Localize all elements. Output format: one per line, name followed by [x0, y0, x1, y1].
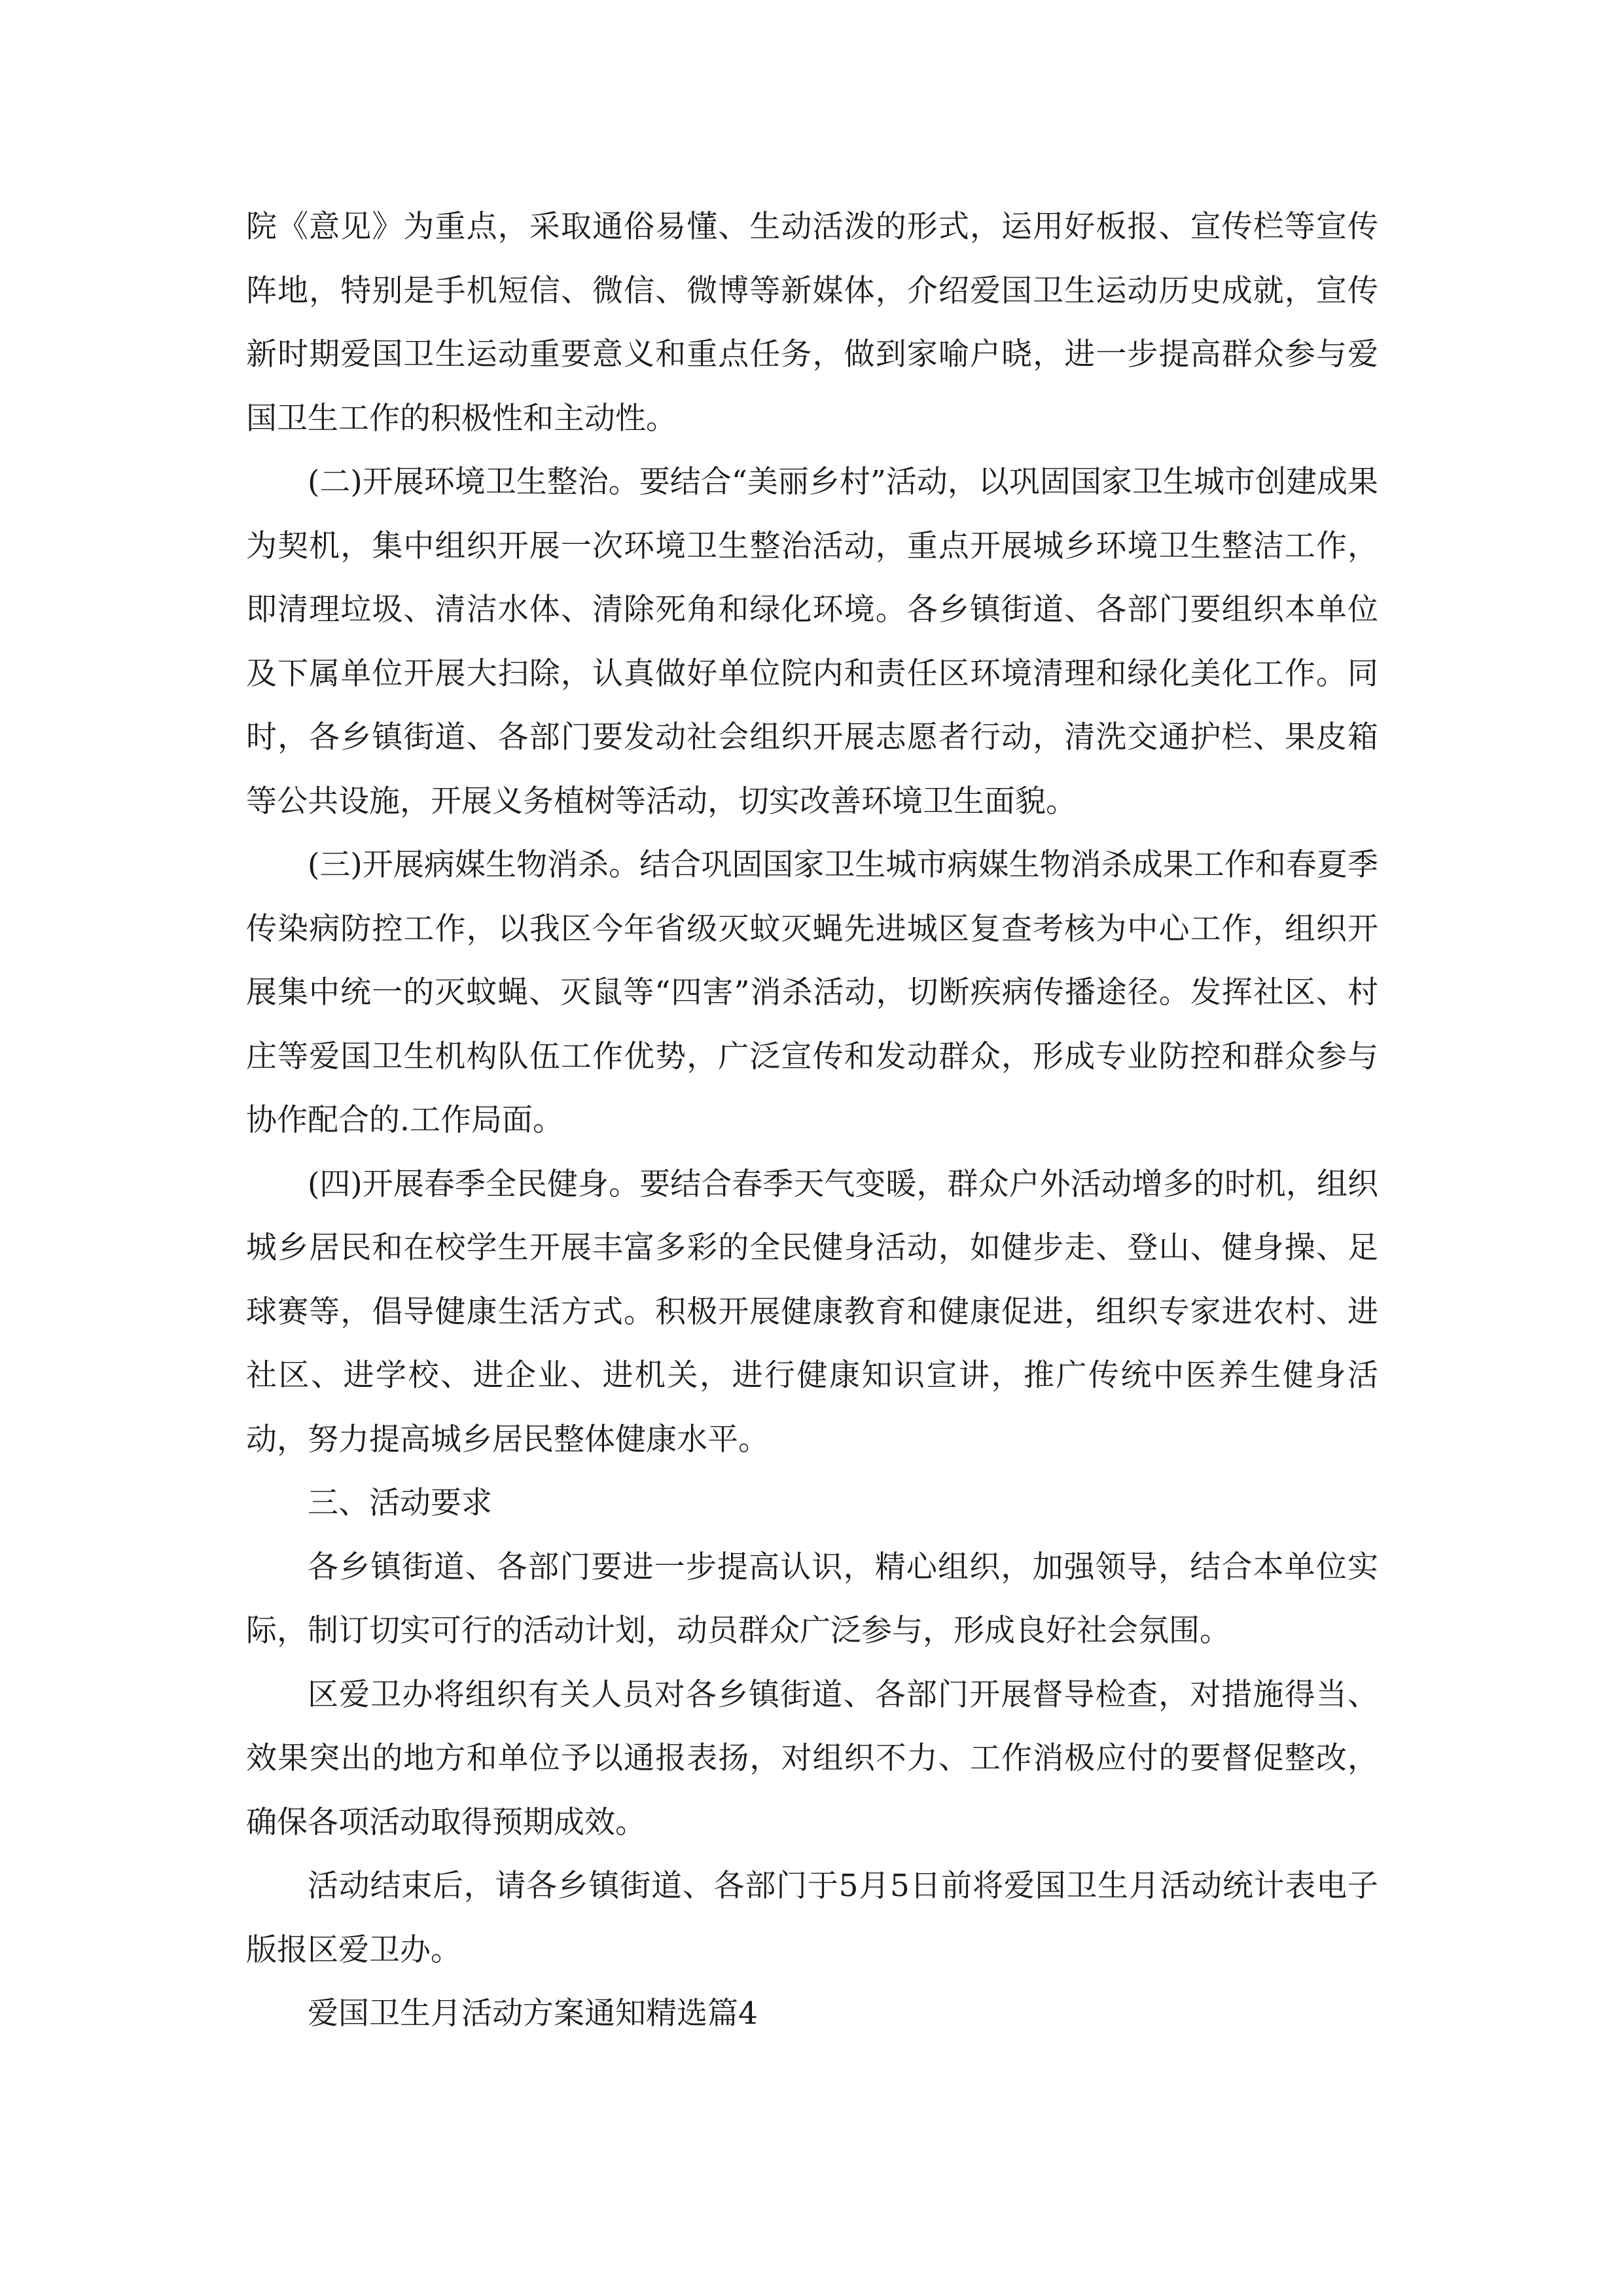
paragraph-requirements: 各乡镇街道、各部门要进一步提高认识，精心组织，加强领导，结合本单位实际，制订切实可行的活动计划，动员群众广泛参与，形成良好社会氛围。: [246, 1549, 1378, 1649]
paragraph-vector-control: (三)开展病媒生物消杀。结合巩固国家卫生城市病媒生物消杀成果工作和春夏季传染病防控工作，以我区今年省级灭蚊灭蝇先进城区复查考核为中心工作，组织开展集中统一的灭蚊蝇、灭鼠等“四害”消杀活动，切断疾病传播途径。发挥社区、村庄等爱国卫生机构队伍工作优势，广泛宣传和发动群众，形成专业防控和群众参与协作配合的.工作局面。: [246, 847, 1378, 1138]
paragraph-environment-cleanup: (二)开展环境卫生整治。要结合“美丽乡村”活动，以巩固国家卫生城市创建成果为契机，集中组织开展一次环境卫生整治活动，重点开展城乡环境卫生整洁工作，即清理垃圾、清洁水体、清除死角和绿化环境。各乡镇街道、各部门要组织本单位及下属单位开展大扫除，认真做好单位院内和责任区环境清理和绿化美化工作。同时，各乡镇街道、各部门要发动社会组织开展志愿者行动，清洗交通护栏、果皮箱等公共设施，开展义务植树等活动，切实改善环境卫生面貌。: [246, 464, 1378, 819]
next-article-title: 爱国卫生月活动方案通知精选篇4: [308, 1996, 758, 2032]
paragraph-submission: 活动结束后，请各乡镇街道、各部门于5月5日前将爱国卫生月活动统计表电子版报区爱卫办。: [246, 1868, 1378, 1968]
paragraph-inspection: 区爱卫办将组织有关人员对各乡镇街道、各部门开展督导检查，对措施得当、效果突出的地方和单位予以通报表扬，对组织不力、工作消极应付的要督促整改，确保各项活动取得预期成效。: [246, 1676, 1378, 1840]
document-body: [246, 195, 1378, 2046]
section-heading-requirements: 三、活动要求: [308, 1485, 492, 1521]
paragraph-fitness: (四)开展春季全民健身。要结合春季天气变暖，群众户外活动增多的时机，组织城乡居民和在校学生开展丰富多彩的全民健身活动，如健步走、登山、健身操、足球赛等，倡导健康生活方式。积极开展健康教育和健康促进，组织专家进农村、进社区、进学校、进企业、进机关，进行健康知识宣讲，推广传统中医养生健身活动，努力提高城乡居民整体健康水平。: [246, 1166, 1378, 1458]
paragraph-continuation: 院《意见》为重点，采取通俗易懂、生动活泼的形式，运用好板报、宣传栏等宣传阵地，特别是手机短信、微信、微博等新媒体，介绍爱国卫生运动历史成就，宣传新时期爱国卫生运动重要意义和重点任务，做到家喻户晓，进一步提高群众参与爱国卫生工作的积极性和主动性。: [246, 209, 1378, 437]
